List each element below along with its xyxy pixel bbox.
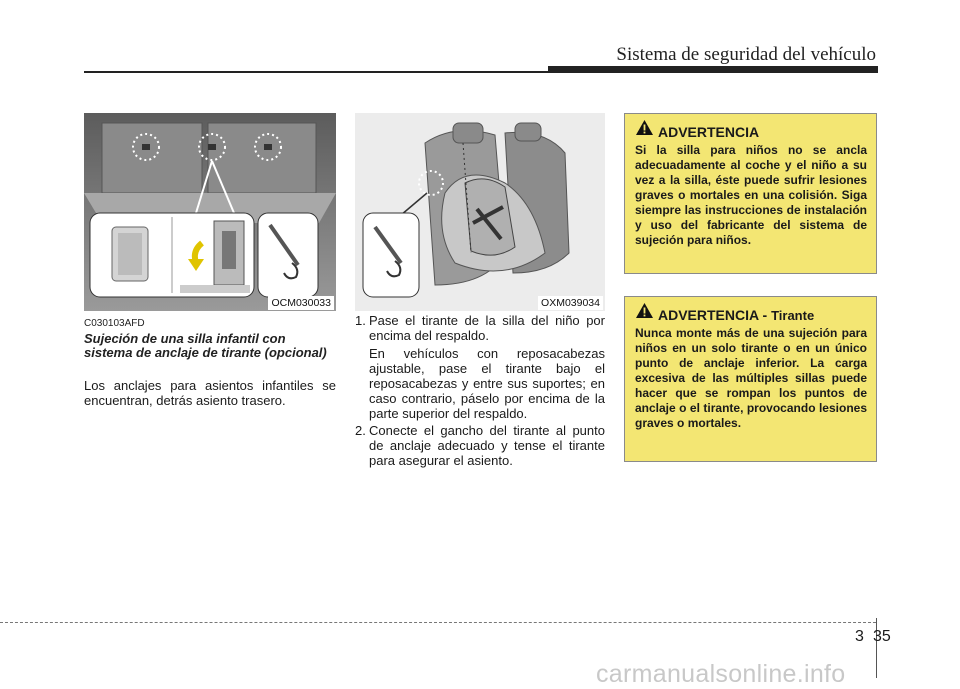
warning-header xyxy=(635,123,867,141)
chapter-number: 3 xyxy=(855,628,864,645)
step-text: Pase el tirante de la silla del niño por encima del respaldo. xyxy=(369,313,605,343)
cargo-anchors-illustration xyxy=(84,113,336,311)
figure-cargo-anchors xyxy=(84,113,336,311)
section-body: Los anclajes para asientos infantiles se encuentran, detrás asiento trasero. xyxy=(84,378,336,408)
warning-subtitle: Tirante xyxy=(771,308,815,323)
step-item xyxy=(355,423,605,468)
header-rule-thick xyxy=(548,66,878,73)
warning-box-tether xyxy=(624,296,877,462)
watermark: carmanualsonline.info xyxy=(596,660,846,688)
warning-header xyxy=(635,306,867,324)
step-subtext: En vehículos con reposacabezas ajustable, pase el tirante bajo el reposacabezas y entre sus suportes; en caso contrario, páselo por encima de la parte superior del respaldo. xyxy=(369,346,605,421)
step-number: 1. xyxy=(355,313,366,328)
section-title: Sistema de seguridad del vehículo xyxy=(616,44,876,65)
warning-title-separator: - xyxy=(758,307,772,323)
header-rule-thin xyxy=(84,71,558,73)
warning-body: Nunca monte más de una sujeción para niños en un solo tirante o en un único punto de anclaje inferior. La carga excesiva de las múltiples sillas puede hacer que se rompan los puntos de anclaje o el tirante, provocando lesiones graves o mortales. xyxy=(635,326,867,430)
page-number-value: 35 xyxy=(873,628,891,645)
section-code: C030103AFD xyxy=(84,318,145,329)
footer-dashed-rule xyxy=(0,622,876,623)
child-seat-illustration xyxy=(355,113,605,311)
warning-body: Si la silla para niños no se ancla adecuadamente al coche y el niño a su vez a la silla, éste puede sufrir lesiones graves o mortales en una colisión. Siga siempre las instrucciones de instalación y uso del fabricante del sistema de sujeción para niños. xyxy=(635,143,867,247)
steps-list xyxy=(355,313,605,468)
footer-vertical-rule xyxy=(876,618,877,678)
step-number: 2. xyxy=(355,423,366,438)
figure-code: OXM039034 xyxy=(538,296,603,310)
figure-code: OCM030033 xyxy=(268,296,334,310)
warning-triangle-icon xyxy=(635,302,654,319)
section-heading: Sujeción de una silla infantil con sistema de anclaje de tirante (opcional) xyxy=(84,331,327,360)
warning-title: ADVERTENCIA xyxy=(658,124,760,140)
warning-box-child-seat xyxy=(624,113,877,274)
step-text: Conecte el gancho del tirante al punto de anclaje adecuado y tense el tirante para asegurar el asiento. xyxy=(369,423,605,468)
figure-child-seat xyxy=(355,113,605,311)
warning-triangle-icon xyxy=(635,119,654,136)
step-item xyxy=(355,313,605,421)
warning-title: ADVERTENCIA xyxy=(658,307,759,323)
